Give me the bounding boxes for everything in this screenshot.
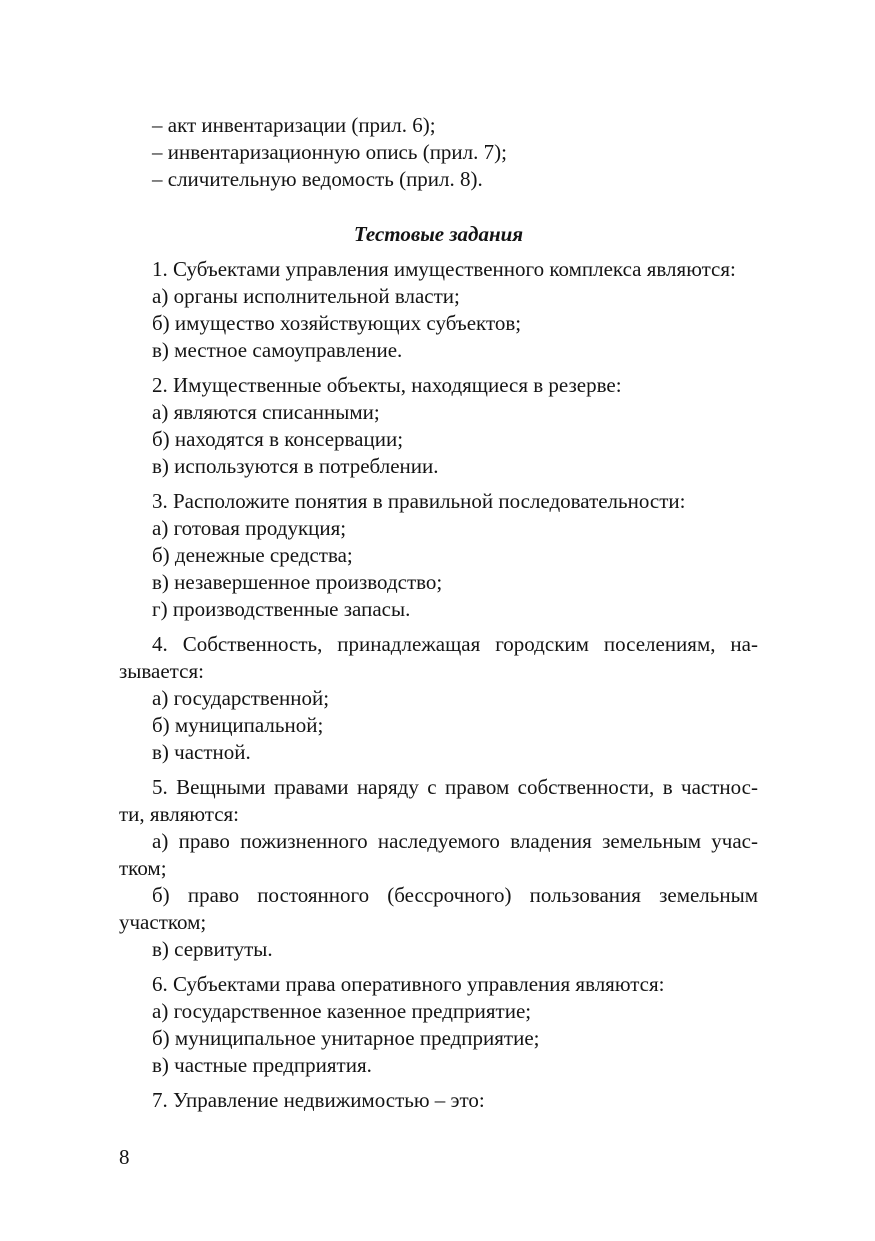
list-item	[119, 139, 758, 166]
answer-option	[119, 515, 758, 542]
text-line: 2. Имущественные объекты, находящиеся в резерве:	[152, 373, 622, 397]
answer-option	[119, 310, 758, 337]
question-text	[119, 631, 758, 685]
answer-option	[119, 882, 758, 936]
text-line: б) находятся в консервации;	[152, 427, 404, 451]
answer-option	[119, 936, 758, 963]
text-line: 6. Субъектами права оперативного управления являются:	[152, 972, 665, 996]
question-block	[119, 488, 758, 623]
answer-option	[119, 828, 758, 882]
text-line: 1. Субъектами управления имущественного комплекса являются:	[152, 257, 736, 281]
question-text	[119, 256, 758, 283]
text-line: б) имущество хозяйствующих субъектов;	[152, 311, 522, 335]
text-line: а) государственное казенное предприятие;	[152, 999, 532, 1023]
text-line: б) право постоянного (бессрочного) пользования земельным	[152, 883, 758, 907]
text-line: ти, являются:	[119, 802, 240, 826]
answer-option	[119, 1052, 758, 1079]
text-line: а) право пожизненного наследуемого владения земельным учас-	[152, 829, 758, 853]
section-heading: Тестовые задания	[353, 222, 524, 246]
text-line: в) частной.	[152, 740, 251, 764]
text-line: 5. Вещными правами наряду с правом собственности, в частнос-	[152, 775, 758, 799]
answer-option	[119, 569, 758, 596]
answer-option	[119, 739, 758, 766]
answer-option	[119, 337, 758, 364]
answer-option	[119, 542, 758, 569]
list-item	[119, 112, 758, 139]
question-block	[119, 971, 758, 1079]
text-line: – акт инвентаризации (прил. 6);	[152, 113, 436, 137]
question-block	[119, 1087, 758, 1114]
text-line: 4. Собственность, принадлежащая городским поселениям, на-	[152, 632, 758, 656]
text-line: 7. Управление недвижимостью – это:	[152, 1088, 485, 1112]
answer-option	[119, 685, 758, 712]
text-line: – сличительную ведомость (прил. 8).	[152, 167, 483, 191]
text-line: а) готовая продукция;	[152, 516, 347, 540]
page-number: 8	[119, 1145, 130, 1169]
text-line: б) денежные средства;	[152, 543, 353, 567]
text-line: а) государственной;	[152, 686, 330, 710]
answer-option	[119, 283, 758, 310]
question-block	[119, 372, 758, 480]
question-text	[119, 971, 758, 998]
text-line: в) частные предприятия.	[152, 1053, 372, 1077]
questions-section	[119, 256, 758, 1114]
text-line: тком;	[119, 856, 167, 880]
answer-option	[119, 596, 758, 623]
list-item	[119, 166, 758, 193]
list-continuation	[119, 112, 758, 193]
answer-option	[119, 426, 758, 453]
answer-option	[119, 998, 758, 1025]
question-text	[119, 372, 758, 399]
text-line: участком;	[119, 910, 207, 934]
text-line: зывается:	[119, 659, 204, 683]
text-line: б) муниципальной;	[152, 713, 324, 737]
text-line: 3. Расположите понятия в правильной последовательности:	[152, 489, 686, 513]
question-block	[119, 631, 758, 766]
question-text	[119, 774, 758, 828]
question-text	[119, 1087, 758, 1114]
text-line: в) незавершенное производство;	[152, 570, 443, 594]
answer-option	[119, 712, 758, 739]
text-line: в) местное самоуправление.	[152, 338, 403, 362]
text-line: б) муниципальное унитарное предприятие;	[152, 1026, 540, 1050]
answer-option	[119, 1025, 758, 1052]
question-block	[119, 774, 758, 963]
text-line: а) органы исполнительной власти;	[152, 284, 460, 308]
question-block	[119, 256, 758, 364]
text-line: в) используются в потреблении.	[152, 454, 439, 478]
text-line: г) производственные запасы.	[152, 597, 411, 621]
answer-option	[119, 453, 758, 480]
text-line: в) сервитуты.	[152, 937, 273, 961]
text-line: а) являются списанными;	[152, 400, 380, 424]
page-content	[119, 112, 758, 1114]
question-text	[119, 488, 758, 515]
answer-option	[119, 399, 758, 426]
text-line: – инвентаризационную опись (прил. 7);	[152, 140, 507, 164]
